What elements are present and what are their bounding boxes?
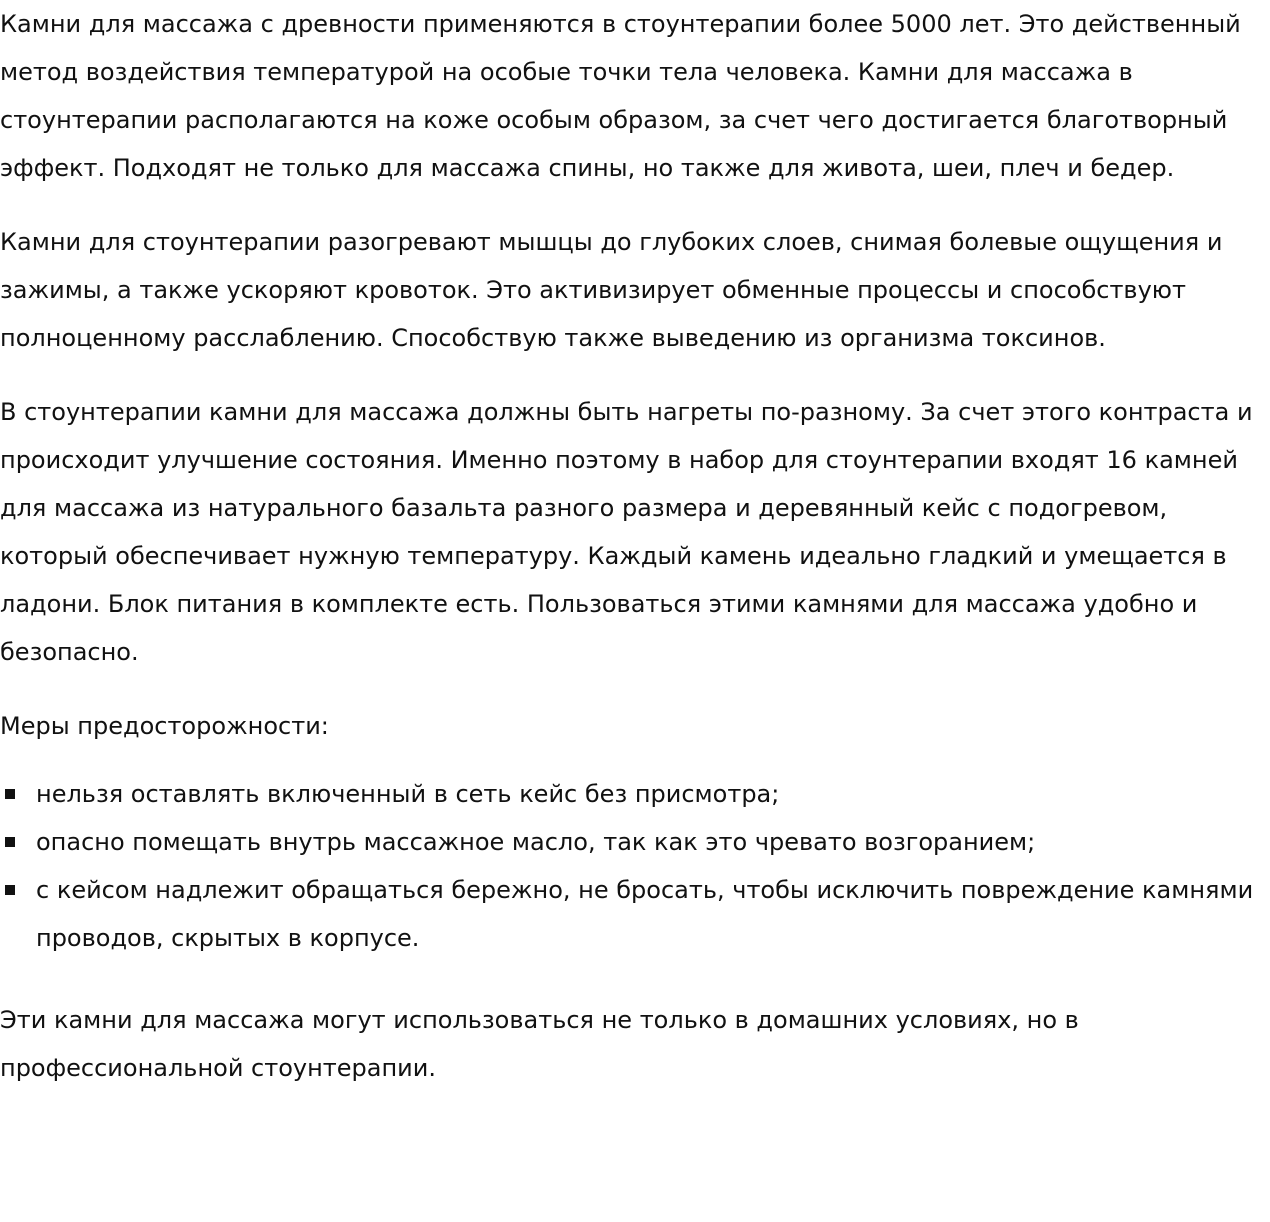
precautions-list — [0, 770, 1270, 962]
list-item — [0, 866, 1270, 962]
paragraph-set-contents: В стоунтерапии камни для массажа должны быть нагреты по-разному. За счет этого контраста и происходит улучшение состояния. Именно поэтому в набор для стоунтерапии входят 16 камней для массажа из натурального базальта разного размера и деревянный кейс с подогревом, который обеспечивает нужную температуру. Каждый камень идеально гладкий и умещается в ладони. Блок питания в комплекте есть. Пользоваться этими камнями для массажа удобно и безопасно. — [0, 398, 1253, 666]
list-item — [0, 770, 1270, 818]
square-bullet-icon — [5, 885, 15, 895]
paragraph-benefits: Камни для стоунтерапии разогревают мышцы до глубоких слоев, снимая болевые ощущения и зажимы, а также ускоряют кровоток. Это активизирует обменные процессы и способствуют полноценному расслаблению. Способствую также выведению из организма токсинов. — [0, 228, 1223, 352]
list-item — [0, 818, 1270, 866]
square-bullet-icon — [5, 837, 15, 847]
list-item-text: опасно помещать внутрь массажное масло, так как это чревато возгоранием; — [36, 828, 1036, 856]
list-item-text: с кейсом надлежит обращаться бережно, не бросать, чтобы исключить повреждение камнями проводов, скрытых в корпусе. — [36, 876, 1254, 952]
square-bullet-icon — [5, 789, 15, 799]
paragraph-closing: Эти камни для массажа могут использоваться не только в домашних условиях, но в профессиональной стоунтерапии. — [0, 1006, 1079, 1082]
paragraph-intro: Камни для массажа с древности применяются в стоунтерапии более 5000 лет. Это действенный метод воздействия температурой на особые точки тела человека. Камни для массажа в стоунтерапии располагаются на коже особым образом, за счет чего достигается благотворный эффект. Подходят не только для массажа спины, но также для живота, шеи, плеч и бедер. — [0, 10, 1241, 182]
precautions-title: Меры предосторожности: — [0, 712, 329, 740]
list-item-text: нельзя оставлять включенный в сеть кейс без присмотра; — [36, 780, 780, 808]
